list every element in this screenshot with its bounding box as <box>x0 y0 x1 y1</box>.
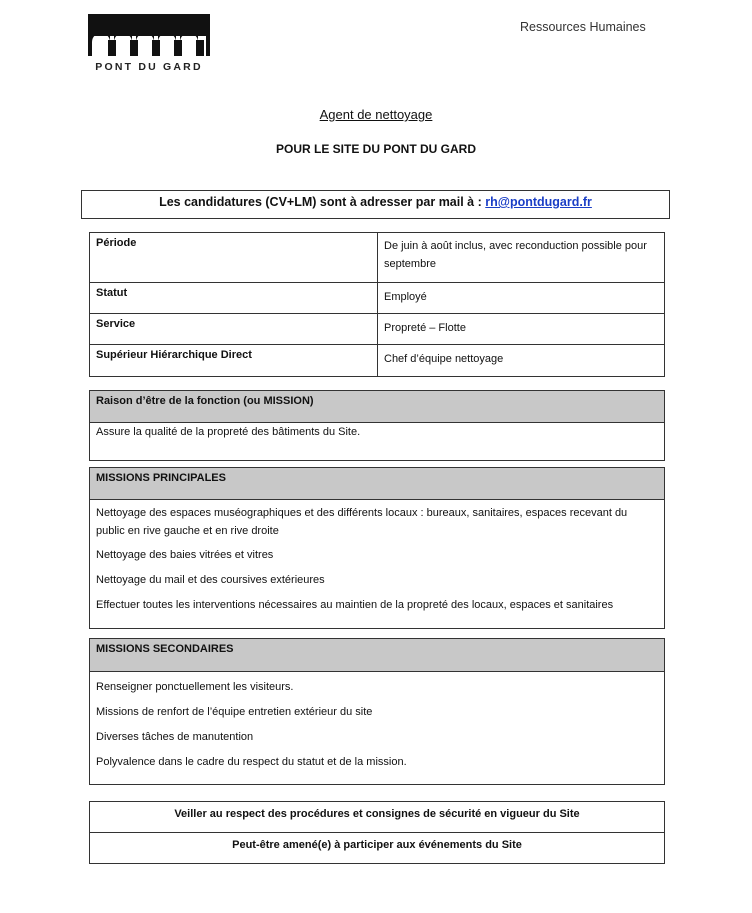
table-row <box>90 233 665 283</box>
info-table <box>89 232 665 377</box>
contact-box <box>81 190 670 219</box>
row-value: Propreté – Flotte <box>378 314 665 345</box>
list-item: Nettoyage des espaces muséographiques et des différents locaux : bureaux, sanitaires, espaces recevant du public en rive gauche et en rive droite <box>96 507 628 537</box>
row-label: Supérieur Hiérarchique Direct <box>90 345 378 377</box>
list-item: Renseigner ponctuellement les visiteurs. <box>96 681 294 693</box>
row-value: De juin à août inclus, avec reconduction possible pour septembre <box>378 233 665 283</box>
row-value: Chef d’équipe nettoyage <box>378 345 665 377</box>
table-row <box>90 345 665 377</box>
missions-secondaires-table <box>89 638 665 785</box>
page-title: Agent de nettoyage <box>319 107 433 122</box>
row-label: Période <box>90 233 378 283</box>
list-item: Missions de renfort de l’équipe entretien extérieur du site <box>96 706 373 718</box>
pont-du-gard-logo <box>88 14 210 56</box>
section-header: MISSIONS PRINCIPALES <box>90 468 665 500</box>
mission-table <box>89 390 665 461</box>
safety-note: Veiller au respect des procédures et consignes de sécurité en vigueur du Site <box>90 802 665 833</box>
section-header: MISSIONS SECONDAIRES <box>90 639 665 672</box>
table-row <box>90 314 665 345</box>
list-item: Effectuer toutes les interventions nécessaires au maintien de la propreté des locaux, espaces et sanitaires <box>96 599 614 611</box>
department-label: Ressources Humaines <box>520 20 646 34</box>
email-link[interactable]: rh@pontdugard.fr <box>485 195 592 209</box>
page-subtitle: POUR LE SITE DU PONT DU GARD <box>275 142 476 156</box>
list-item: Nettoyage des baies vitrées et vitres <box>96 549 274 561</box>
contact-text: Les candidatures (CV+LM) sont à adresser par mail à : <box>159 195 482 209</box>
section-header: Raison d’être de la fonction (ou MISSION) <box>90 391 665 423</box>
events-note: Peut-être amené(e) à participer aux événements du Site <box>90 833 665 864</box>
row-value: Employé <box>378 283 665 314</box>
row-label: Statut <box>90 283 378 314</box>
row-label: Service <box>90 314 378 345</box>
logo-text: PONT DU GARD <box>95 61 203 73</box>
list-item: Diverses tâches de manutention <box>96 731 254 743</box>
footer-notes-table <box>89 801 665 864</box>
section-body <box>90 672 665 785</box>
section-body <box>90 500 665 629</box>
list-item: Polyvalence dans le cadre du respect du statut et de la mission. <box>96 756 407 768</box>
list-item: Nettoyage du mail et des coursives extérieures <box>96 574 325 586</box>
missions-principales-table <box>89 467 665 629</box>
mission-text: Assure la qualité de la propreté des bâtiments du Site. <box>90 423 665 461</box>
table-row <box>90 283 665 314</box>
